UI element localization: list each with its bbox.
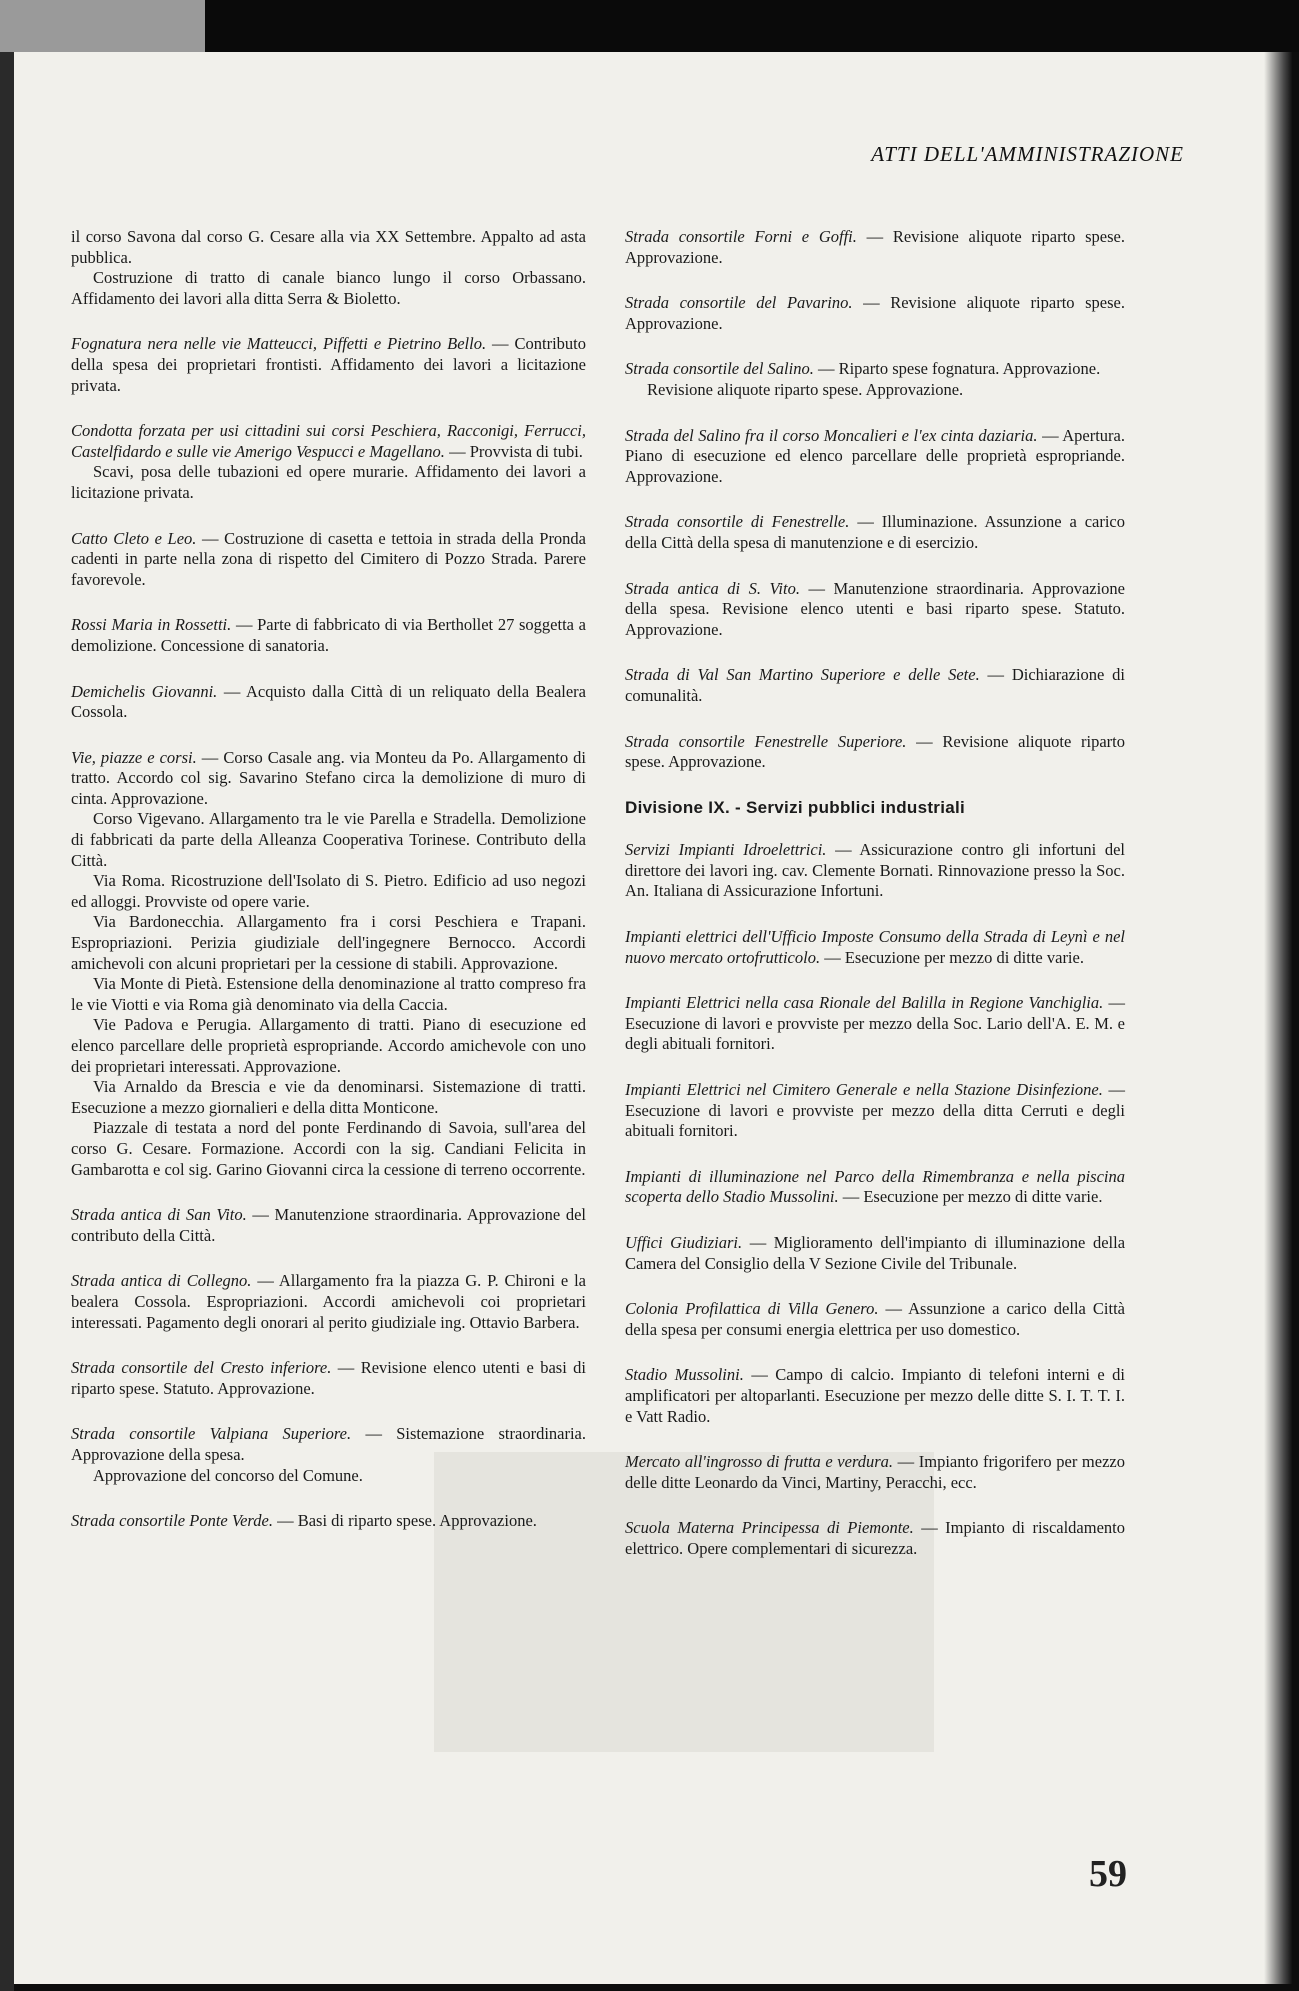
entry-title: Strada antica di S. Vito.: [625, 578, 800, 598]
entry-paragraph: [625, 1299, 1125, 1340]
entry-text: Scavi, posa delle tubazioni ed opere murarie. Affidamento dei lavori a licitazione privata.: [71, 462, 586, 502]
entry: [625, 1080, 1125, 1142]
entry: [71, 1358, 586, 1399]
entry-title: Mercato all'ingrosso di frutta e verdura.: [625, 1452, 894, 1472]
division-heading: Divisione IX. - Servizi pubblici industriali: [625, 797, 966, 817]
entry-text: — Costruzione di casetta e tettoia in strada della Pronda cadenti in parte nella zona di rispetto del Cimitero di Pozzo Strada. Parere favorevole.: [71, 528, 587, 589]
entry-paragraph: [625, 380, 1125, 401]
entry-text: — Provvista di tubi.: [449, 441, 583, 461]
entry-paragraph: [625, 1233, 1125, 1274]
entry-paragraph: [625, 359, 1125, 380]
entry-text: — Impianto di riscaldamento elettrico. Opere complementari di sicurezza.: [625, 1518, 1125, 1558]
entry-paragraph: [625, 732, 1125, 773]
entry-paragraph: [625, 512, 1125, 553]
entry-title: Impianti di illuminazione nel Parco della Rimembranza e nella piscina scoperta dello Stadio Mussolini.: [625, 1166, 1125, 1207]
entry-title: Stadio Mussolini.: [625, 1365, 744, 1385]
entry: [71, 334, 586, 396]
entry-paragraph: [71, 1511, 586, 1532]
entry-title: Servizi Impianti Idroelettrici.: [625, 840, 827, 860]
entry-paragraph: [625, 227, 1125, 268]
entry-paragraph: [625, 579, 1125, 641]
entry-text: — Assunzione a carico della Città della spesa per consumi energia elettrica per uso domestico.: [625, 1299, 1125, 1339]
entry-paragraph: [625, 993, 1125, 1055]
entry-text: Revisione aliquote riparto spese. Approvazione.: [647, 379, 964, 399]
entry-paragraph: [625, 293, 1125, 334]
entry-title: Rossi Maria in Rossetti.: [71, 615, 232, 635]
entry-paragraph: [625, 927, 1125, 968]
entry-paragraph: [71, 1077, 586, 1118]
entry: [625, 579, 1125, 641]
entry-title: Strada consortile Forni e Goffi.: [625, 227, 857, 246]
entry-text: — Assicurazione contro gli infortuni del direttore dei lavori ing. cav. Clemente Bornati. Rinnovazione presso la Soc. An. Italiana di Assicurazione Infortuni.: [625, 840, 1126, 901]
entry-title: Strada consortile Valpiana Superiore.: [71, 1424, 352, 1444]
entry-paragraph: [625, 1080, 1125, 1142]
entry-text: — Dichiarazione di comunalità.: [625, 665, 1125, 705]
entry: [625, 426, 1125, 488]
entry-text: Approvazione del concorso del Comune.: [93, 1465, 363, 1485]
document-page: [14, 22, 1292, 1984]
entry-text: — Revisione aliquote riparto spese. Approvazione.: [625, 227, 1125, 267]
entry: [625, 512, 1125, 553]
entry-paragraph: [625, 840, 1125, 902]
entry-paragraph: [71, 871, 586, 912]
entry-title: Impianti Elettrici nella casa Rionale del Balilla in Regione Vanchiglia.: [625, 993, 1104, 1013]
entry-text: — Revisione aliquote riparto spese. Approvazione.: [625, 731, 1125, 772]
entry: [625, 993, 1125, 1055]
entry: [625, 1365, 1125, 1427]
entry: [71, 227, 586, 309]
entry-title: Condotta forzata per usi cittadini sui corsi Peschiera, Racconigi, Ferrucci, Castelfidardo e sulle vie Amerigo Vespucci e Magellano.: [71, 421, 586, 461]
entry: [625, 1518, 1125, 1559]
entry-text: Via Roma. Ricostruzione dell'Isolato di S. Pietro. Edificio ad uso negozi ed alloggi. Provviste od opere varie.: [71, 871, 586, 911]
entry-text: — Apertura. Piano di esecuzione ed elenco parcellare delle proprietà espropriande. Approvazione.: [625, 425, 1126, 486]
entry-paragraph: [71, 1118, 586, 1180]
entry-paragraph: [625, 1452, 1125, 1493]
entry: [625, 840, 1125, 902]
entry: [71, 529, 586, 591]
entry-paragraph: [625, 1518, 1125, 1559]
entry: [625, 1167, 1125, 1208]
page-number: 59: [1089, 1853, 1127, 1895]
entry-paragraph: [71, 334, 586, 396]
entry: [71, 748, 586, 1180]
entry-paragraph: [71, 1015, 586, 1077]
entry-text: — Manutenzione straordinaria. Approvazione della spesa. Revisione elenco utenti e basi riparto spese. Statuto. Approvazione.: [625, 578, 1125, 639]
entry-title: Demichelis Giovanni.: [71, 681, 218, 701]
entry-text: — Esecuzione per mezzo di ditte varie.: [842, 1187, 1103, 1207]
entry-title: Impianti elettrici dell'Ufficio Imposte Consumo della Strada di Leynì e nel nuovo mercato ortofrutticolo.: [625, 927, 1125, 967]
entry-paragraph: [71, 529, 586, 591]
entry: [625, 1299, 1125, 1340]
entry-paragraph: [71, 1271, 586, 1333]
entry-title: Strada del Salino fra il corso Moncalieri e l'ex cinta daziaria.: [625, 425, 1038, 445]
entry: [71, 1205, 586, 1246]
entry-paragraph: [625, 426, 1125, 488]
entry-text: — Impianto frigorifero per mezzo delle ditte Leonardo da Vinci, Martiny, Peracchi, ecc.: [625, 1452, 1125, 1492]
entry: [625, 293, 1125, 334]
entry: [625, 1233, 1125, 1274]
entry: [625, 665, 1125, 706]
entry-title: Scuola Materna Principessa di Piemonte.: [625, 1518, 914, 1538]
entry-text: — Esecuzione di lavori e provviste per mezzo della ditta Cerruti e degli abituali fornitori.: [625, 1080, 1126, 1141]
entry-text: il corso Savona dal corso G. Cesare alla via XX Settembre. Appalto ad asta pubblica.: [71, 227, 586, 267]
scan-fold-shadow: [1264, 22, 1292, 1984]
entry: [625, 732, 1125, 773]
entry-paragraph: [71, 615, 586, 656]
entry-text: — Esecuzione per mezzo di ditte varie.: [824, 947, 1084, 967]
entry-text: — Revisione elenco utenti e basi di riparto spese. Statuto. Approvazione.: [71, 1358, 587, 1398]
right-column: [625, 227, 1125, 1585]
entry: [71, 421, 586, 503]
entry: [625, 359, 1125, 400]
entry-paragraph: [71, 462, 586, 503]
entry-paragraph: [71, 912, 586, 974]
entry-paragraph: [71, 421, 586, 462]
entry: [625, 927, 1125, 968]
entry: [71, 1271, 586, 1333]
entry: [71, 615, 586, 656]
entry: [625, 227, 1125, 268]
entry-title: Strada di Val San Martino Superiore e delle Sete.: [625, 665, 980, 685]
entry: [625, 1452, 1125, 1493]
entry-text: Corso Vigevano. Allargamento tra le vie Parella e Stradella. Demolizione di fabbricati da parte della Alleanza Cooperativa Torinese. Contributo della Città.: [71, 809, 586, 870]
entry-title: Colonia Profilattica di Villa Genero.: [625, 1299, 879, 1319]
entry-text: — Allargamento fra la piazza G. P. Chironi e la bealera Cossola. Espropriazioni. Accordi amichevoli coi proprietari interessati. Pagamento degli onorari al perito giudiziale ing. Ottavio Barbera.: [71, 1271, 586, 1332]
entry-text: — Revisione aliquote riparto spese. Approvazione.: [625, 293, 1125, 333]
entry-paragraph: [71, 748, 586, 810]
entry-text: Via Monte di Pietà. Estensione della denominazione al tratto compreso fra le vie Viotti e via Roma già denominato via della Caccia.: [71, 974, 586, 1014]
entry-title: Catto Cleto e Leo.: [71, 528, 197, 548]
entry-text: — Corso Casale ang. via Monteu da Po. Allargamento di tratto. Accordo col sig. Savarino Stefano circa la demolizione di muro di cinta. Approvazione.: [71, 747, 586, 808]
entry-text: — Contributo della spesa dei proprietari frontisti. Affidamento dei lavori a licitazione privata.: [71, 334, 586, 395]
entry-title: Uffici Giudiziari.: [625, 1233, 743, 1252]
entry-paragraph: [71, 1358, 586, 1399]
entry-title: Vie, piazze e corsi.: [71, 747, 197, 767]
entry-paragraph: [71, 974, 586, 1015]
entry-text: — Riparto spese fognatura. Approvazione.: [817, 359, 1101, 379]
entry-title: Strada consortile Ponte Verde.: [71, 1511, 273, 1531]
entry: [71, 1511, 586, 1532]
scan-left-edge: [0, 0, 14, 1991]
running-header: ATTI DELL'AMMINISTRAZIONE: [871, 142, 1184, 166]
entry-title: Strada consortile del Salino.: [625, 359, 814, 379]
left-column: [71, 227, 586, 1557]
entry-paragraph: [71, 809, 586, 871]
entry-text: Via Arnaldo da Brescia e vie da denominarsi. Sistemazione di tratti. Esecuzione a mezzo giornalieri e della ditta Monticone.: [71, 1077, 586, 1117]
entry-paragraph: [71, 682, 586, 723]
entry-text: — Miglioramento dell'impianto di illuminazione della Camera del Consiglio della V Sezione Civile del Tribunale.: [625, 1233, 1126, 1273]
entry-paragraph: [71, 1424, 586, 1465]
entry-text: — Manutenzione straordinaria. Approvazione del contributo della Città.: [71, 1205, 587, 1245]
entry-title: Impianti Elettrici nel Cimitero Generale e nella Stazione Disinfezione.: [625, 1080, 1103, 1100]
entry-paragraph: [71, 1205, 586, 1246]
entry-text: — Acquisto dalla Città di un reliquato della Bealera Cossola.: [71, 681, 587, 722]
entry-title: Strada consortile del Pavarino.: [625, 293, 853, 313]
entry-text: Via Bardonecchia. Allargamento fra i corsi Peschiera e Trapani. Espropriazioni. Perizia giudiziale dell'ingegnere Bernocco. Accordi amichevoli con alcuni proprietari per la cessione di stabili. Approvazione.: [71, 912, 586, 973]
entry-title: Strada antica di San Vito.: [71, 1205, 247, 1225]
entry-paragraph: [625, 1365, 1125, 1427]
entry-paragraph: [625, 1167, 1125, 1208]
scan-top-band: [0, 0, 1299, 52]
entry-title: Strada consortile di Fenestrelle.: [625, 512, 850, 532]
entry-text: — Esecuzione di lavori e provviste per mezzo della Soc. Lario dell'A. E. M. e degli abituali fornitori.: [625, 993, 1125, 1054]
entry-text: — Basi di riparto spese. Approvazione.: [277, 1511, 537, 1531]
entry-title: Fognatura nera nelle vie Matteucci, Piffetti e Pietrino Bello.: [71, 334, 487, 354]
entry-text: — Parte di fabbricato di via Berthollet 27 soggetta a demolizione. Concessione di sanatoria.: [71, 615, 586, 655]
entry-text: — Illuminazione. Assunzione a carico della Città della spesa di manutenzione e di esercizio.: [625, 512, 1126, 552]
entry-text: — Sistemazione straordinaria. Approvazione della spesa.: [71, 1424, 587, 1464]
entry-text: Costruzione di tratto di canale bianco lungo il corso Orbassano. Affidamento dei lavori alla ditta Serra & Bioletto.: [71, 268, 586, 308]
entry-text: Piazzale di testata a nord del ponte Ferdinando di Savoia, sull'area del corso G. Cesare. Formazione. Accordi con la sig. Candiani Felicita in Gambarotta e col sig. Garino Giovanni circa la cessione di terreno occorrente.: [71, 1118, 586, 1179]
entry-paragraph: [625, 665, 1125, 706]
entry-text: — Campo di calcio. Impianto di telefoni interni e di amplificatori per altoparlanti. Esecuzione per mezzo delle ditte S. I. T. T. I. e Vatt Radio.: [625, 1365, 1125, 1426]
entry-paragraph: [71, 227, 586, 268]
entry-paragraph: [71, 268, 586, 309]
entry: [71, 682, 586, 723]
entry-paragraph: [71, 1466, 586, 1487]
entry-title: Strada antica di Collegno.: [71, 1271, 252, 1291]
entry-title: Strada consortile Fenestrelle Superiore.: [625, 731, 907, 751]
entry-title: Strada consortile del Cresto inferiore.: [71, 1358, 332, 1378]
entry: [71, 1424, 586, 1486]
entry-text: Vie Padova e Perugia. Allargamento di tratti. Piano di esecuzione ed elenco parcellare delle proprietà espropriande. Accordo amichevole con uno dei proprietari interessati. Approvazione.: [71, 1015, 586, 1076]
